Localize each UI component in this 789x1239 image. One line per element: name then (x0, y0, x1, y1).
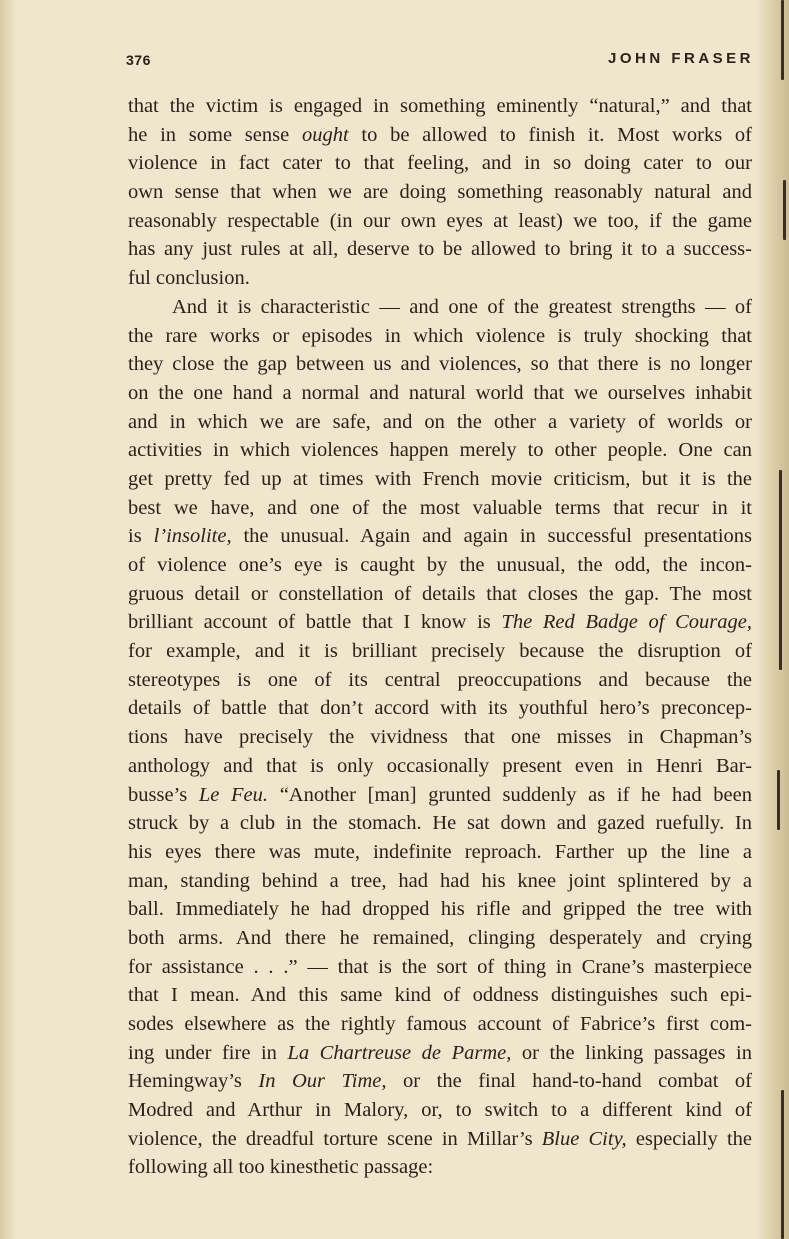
text-line (128, 867, 752, 896)
text-line (128, 1010, 752, 1039)
text-run: violence, the dreadful torture scene in Millar’s (128, 1127, 542, 1150)
text-line (128, 1125, 752, 1154)
text-line (128, 1096, 752, 1125)
text-run: And it is characteristic — and one of the greatest strengths — of (172, 295, 752, 318)
text-run: Hemingway’s (128, 1070, 259, 1093)
text-run: that the victim is engaged in something eminently “natural,” and that (128, 95, 752, 117)
text-line (128, 436, 752, 465)
text-run: for example, and it is brilliant precisely because the disruption of (128, 640, 752, 663)
text-line (128, 924, 752, 953)
text-run: especially the (626, 1127, 752, 1150)
text-line (128, 752, 752, 781)
text-run: or the linking passages in (511, 1041, 752, 1064)
text-run: details of battle that don’t accord with its youthful hero’s preconcep- (128, 697, 752, 720)
text-line (128, 293, 752, 322)
text-run: on the one hand a normal and natural world that we ourselves inhabit (128, 381, 752, 404)
text-run: he in some sense (128, 123, 302, 146)
text-line (128, 92, 752, 121)
running-head: JOHN FRASER (607, 50, 754, 67)
text-run: violence in fact cater to that feeling, and in so doing cater to our (128, 152, 752, 175)
text-run: ing under fire in (128, 1041, 288, 1064)
text-run: sodes elsewhere as the rightly famous account of Fabrice’s first com- (128, 1013, 752, 1035)
text-line (128, 723, 752, 752)
text-run: or the final hand-to-hand combat of (386, 1070, 753, 1093)
text-line (128, 981, 752, 1010)
text-run: tions have precisely the vividness that one misses in Chapman’s (128, 726, 752, 749)
text-run: Modred and Arthur in Malory, or, to switch to a different kind of (128, 1099, 752, 1122)
text-run: following all too kinesthetic passage: (128, 1156, 434, 1179)
text-run: busse’s (128, 783, 199, 806)
text-line (128, 1067, 752, 1096)
page-edge-mark (781, 1090, 784, 1239)
text-line (128, 494, 752, 523)
text-run: for assistance . . .” — that is the sort of thing in Crane’s masterpiece (128, 955, 752, 978)
text-line (128, 379, 752, 408)
italic-title: La Chartreuse de Parme, (287, 1041, 512, 1064)
text-line (128, 350, 752, 379)
page-edge-mark (777, 770, 780, 830)
text-line (128, 522, 752, 551)
text-line (128, 838, 752, 867)
text-run: the rare works or episodes in which violence is truly shocking that (128, 324, 752, 347)
text-run: activities in which violences happen merely to other people. One can (128, 439, 752, 462)
text-line (128, 809, 752, 838)
text-line (128, 149, 752, 178)
text-line (128, 1153, 752, 1182)
text-run: has any just rules at all, deserve to be allowed to bring it to a success- (128, 238, 752, 261)
text-run: best we have, and one of the most valuable terms that recur in it (128, 496, 752, 519)
page-edge-mark (783, 180, 786, 240)
text-line (128, 1039, 752, 1068)
page-header (126, 52, 754, 76)
text-line (128, 694, 752, 723)
text-run: ball. Immediately he had dropped his rifle and gripped the tree with (128, 898, 752, 921)
text-run: the unusual. Again and again in successful presentations (231, 525, 752, 548)
text-run: own sense that when we are doing something reasonably natural and (128, 181, 752, 204)
page-edge-mark (781, 0, 784, 80)
text-line (128, 465, 752, 494)
text-run: struck by a club in the stomach. He sat down and gazed ruefully. In (128, 812, 752, 835)
text-run: that I mean. And this same kind of oddness distinguishes such epi- (128, 984, 752, 1007)
text-line (128, 953, 752, 982)
text-line (128, 637, 752, 666)
text-run: of violence one’s eye is caught by the unusual, the odd, the incon- (128, 554, 752, 576)
text-run: man, standing behind a tree, had had his knee joint splintered by a (128, 869, 752, 892)
italic-title: In Our Time, (258, 1070, 387, 1093)
italic-title: The Red Badge of Courage, (501, 611, 752, 634)
italic-title: ought (301, 123, 349, 146)
text-line (128, 895, 752, 924)
italic-title: Blue City, (541, 1127, 627, 1150)
text-run: get pretty fed up at times with French movie criticism, but it is the (128, 467, 752, 490)
text-run: anthology and that is only occasionally present even in Henri Bar- (128, 754, 752, 777)
text-run: stereotypes is one of its central preoccupations and because the (128, 668, 752, 691)
text-line (128, 178, 752, 207)
text-line (128, 235, 752, 264)
text-line (128, 666, 752, 695)
text-run: reasonably respectable (in our own eyes at least) we too, if the game (128, 209, 752, 232)
text-line (128, 207, 752, 236)
text-run: is (128, 525, 154, 548)
text-run: gruous detail or constellation of details that closes the gap. The most (128, 582, 752, 605)
italic-title: l’insolite, (153, 525, 232, 548)
italic-title: Le Feu. (198, 783, 269, 806)
text-line (128, 781, 752, 810)
text-line (128, 580, 752, 609)
page-edge-mark (779, 470, 782, 670)
text-run: brilliant account of battle that I know is (128, 611, 502, 634)
body-text (128, 92, 752, 1182)
text-run: and in which we are safe, and on the other a variety of worlds or (128, 410, 752, 433)
text-run: “Another [man] grunted suddenly as if he had been (268, 783, 752, 806)
text-line (128, 322, 752, 351)
text-line (128, 408, 752, 437)
text-line (128, 608, 752, 637)
page-number: 376 (126, 52, 151, 68)
text-run: they close the gap between us and violences, so that there is no longer (128, 353, 752, 376)
page-gutter-shadow (0, 0, 16, 1239)
text-line (128, 121, 752, 150)
text-run: both arms. And there he remained, clinging desperately and crying (128, 926, 752, 949)
text-run: ful conclusion. (128, 267, 250, 290)
text-line (128, 264, 752, 293)
text-run: to be allowed to finish it. Most works of (348, 123, 752, 146)
page-edge (755, 0, 789, 1239)
text-line (128, 551, 752, 580)
text-run: his eyes there was mute, indefinite reproach. Farther up the line a (128, 840, 752, 863)
